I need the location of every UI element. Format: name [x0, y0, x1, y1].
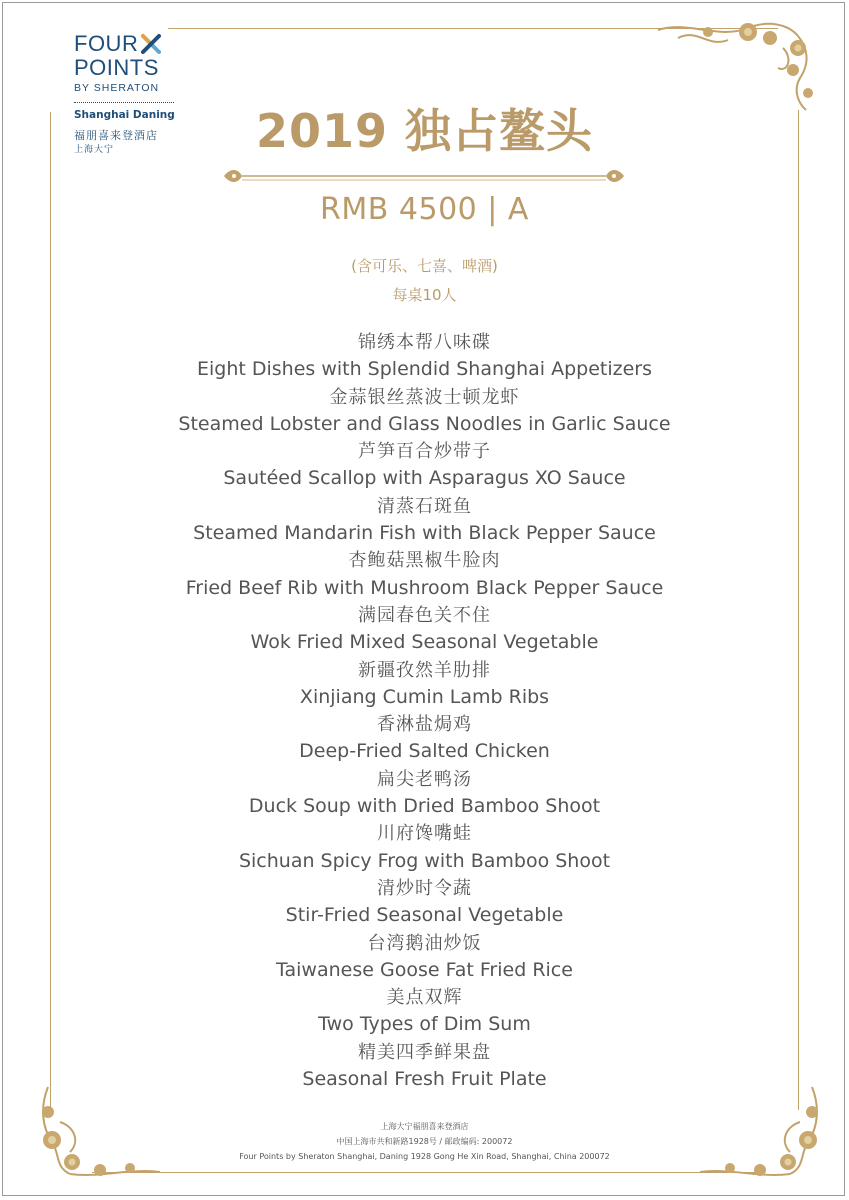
table-size-note: 每桌10人 [392, 286, 457, 304]
dish-name-cn: 金蒜银丝蒸波士顿龙虾 [329, 386, 520, 408]
logo-property-cn-sub: 上海大宁 [74, 145, 115, 155]
dish-name-en: Wok Fried Mixed Seasonal Vegetable [250, 631, 599, 654]
menu-title: 2019 独占鳌头 [255, 104, 594, 158]
dish-name-en: Taiwanese Goose Fat Fried Rice [276, 958, 573, 981]
dish-name-cn: 台湾鹅油炒饭 [367, 932, 482, 954]
dish-name-cn: 美点双辉 [386, 987, 463, 1009]
logo-property-en: Shanghai Daning [74, 109, 175, 121]
logo-text-by-sheraton: BY SHERATON [74, 82, 160, 94]
logo-line-four [74, 32, 184, 56]
ornament-divider-icon [222, 166, 626, 186]
menu-list [0, 329, 849, 1093]
logo-text-points: POINTS [74, 55, 159, 80]
dish-name-en: Stir-Fried Seasonal Vegetable [285, 904, 564, 927]
dish-name-cn: 香淋盐焗鸡 [377, 714, 472, 736]
dish-name-en: Seasonal Fresh Fruit Plate [302, 1068, 547, 1091]
dish-name-cn: 杏鲍菇黑椒牛脸肉 [348, 550, 501, 572]
footer-address-cn: 中国上海市共和新路1928号 / 邮政编码: 200072 [336, 1137, 513, 1146]
dish-name-en: Fried Beef Rib with Mushroom Black Pepper Sauce [185, 576, 664, 599]
footer-address-en: Four Points by Sheraton Shanghai, Daning 1928 Gong He Xin Road, Shanghai, China 200072 [239, 1152, 610, 1161]
dish-name-cn: 精美四季鲜果盘 [358, 1041, 491, 1063]
dish-name-cn: 满园春色关不住 [358, 604, 491, 626]
dish-name-en: Two Types of Dim Sum [318, 1013, 531, 1036]
dish-name-cn: 清蒸石斑鱼 [377, 495, 472, 517]
dish-name-cn: 川府馋嘴蛙 [377, 823, 472, 845]
dish-name-en: Steamed Mandarin Fish with Black Pepper Sauce [193, 522, 656, 545]
dish-name-cn: 新疆孜然羊肋排 [358, 659, 491, 681]
dish-name-en: Eight Dishes with Splendid Shanghai Appetizers [196, 358, 653, 381]
four-points-x-icon [140, 33, 162, 55]
dish-name-en: Deep-Fried Salted Chicken [299, 740, 550, 763]
drinks-note: (含可乐、七喜、啤酒) [351, 257, 498, 275]
dish-name-en: Steamed Lobster and Glass Noodles in Garlic Sauce [178, 412, 671, 435]
logo-property-cn: 福朋喜来登酒店 [74, 129, 158, 142]
dish-name-cn: 芦笋百合炒带子 [358, 441, 491, 463]
set-price: RMB 4500 | A [320, 192, 529, 227]
dish-name-cn: 扁尖老鸭汤 [377, 768, 472, 790]
logo-text-four: FOUR [74, 31, 139, 56]
dish-name-en: Sautéed Scallop with Asparagus XO Sauce [223, 467, 626, 490]
dish-name-cn: 锦绣本帮八味碟 [358, 332, 491, 353]
hotel-address-footer [0, 1119, 849, 1164]
dish-name-cn: 清炒时令蔬 [377, 877, 472, 899]
frame-line-bottom [92, 1172, 758, 1173]
dish-name-en: Sichuan Spicy Frog with Bamboo Shoot [238, 849, 611, 872]
dish-name-en: Duck Soup with Dried Bamboo Shoot [248, 795, 601, 818]
footer-hotel-name-cn: 上海大宁福朋喜来登酒店 [380, 1122, 469, 1131]
dish-name-en: Xinjiang Cumin Lamb Ribs [299, 685, 550, 708]
